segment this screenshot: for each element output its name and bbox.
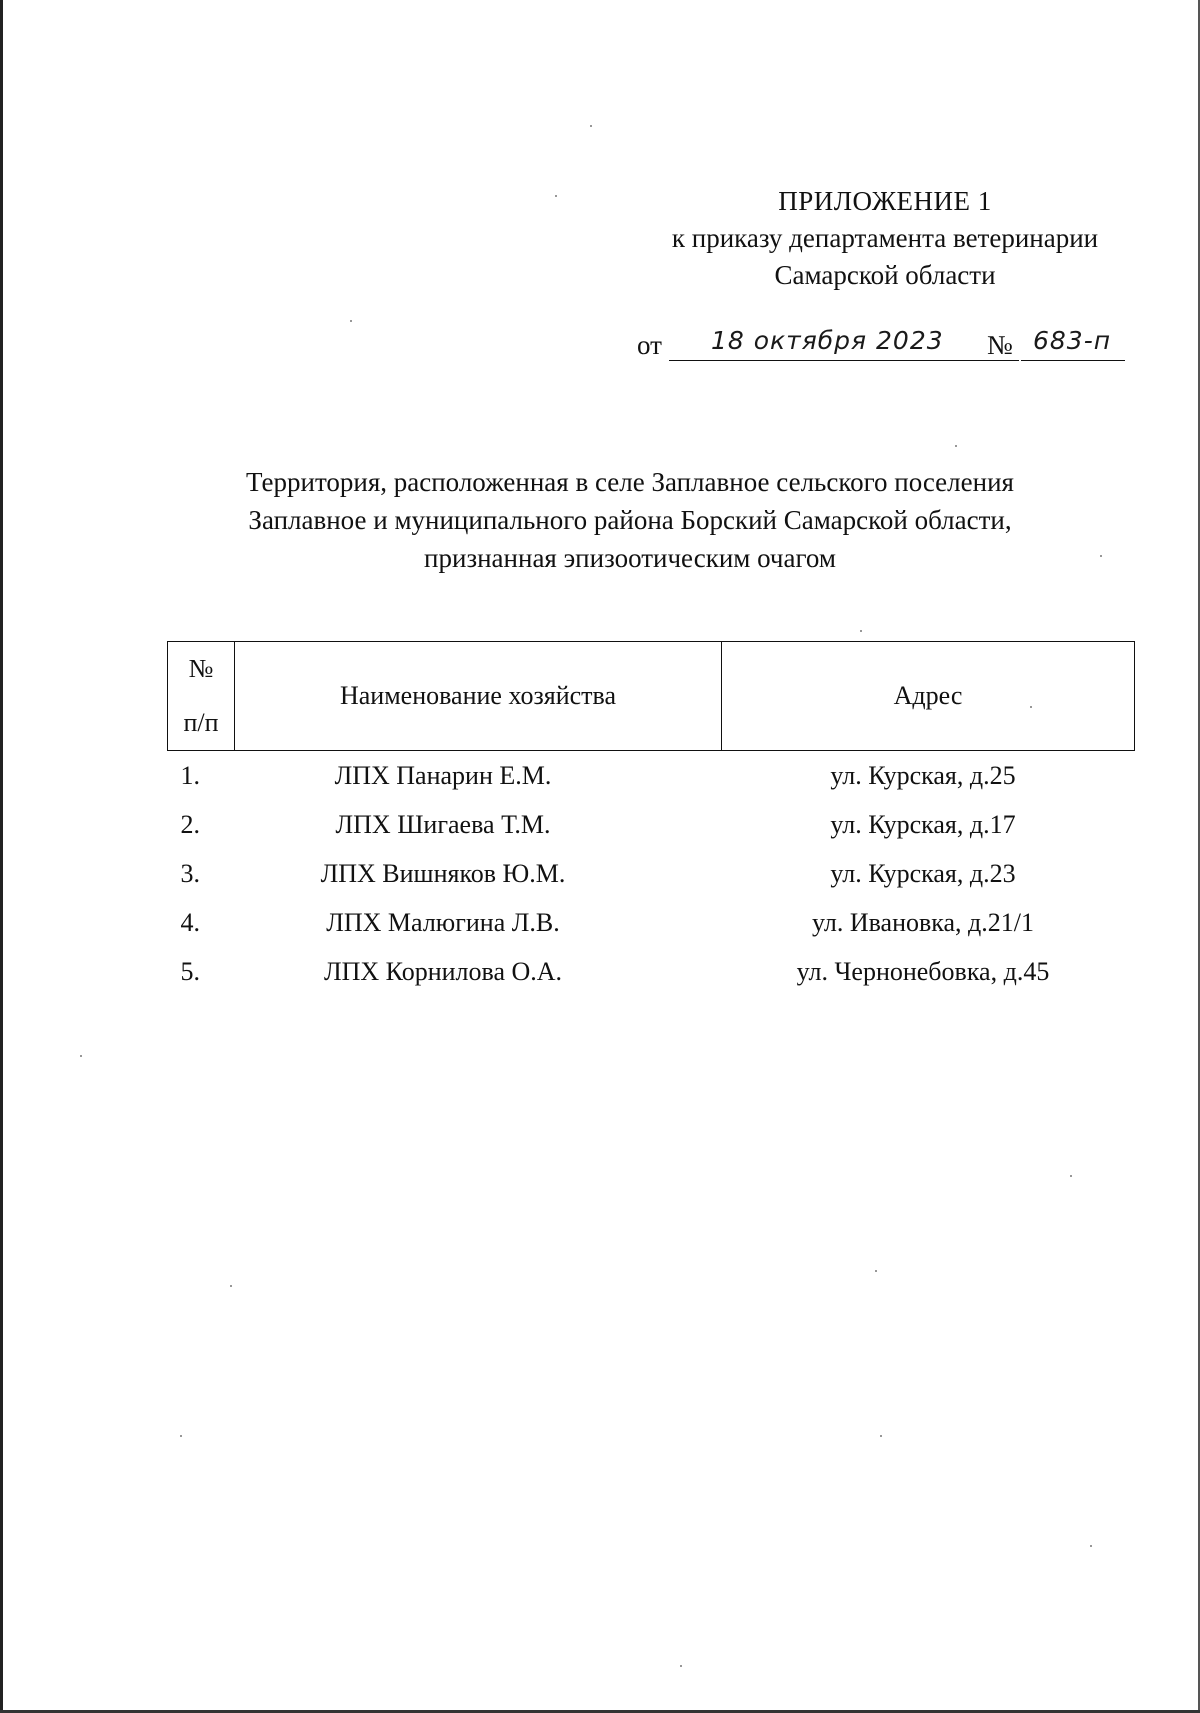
header-number-symbol: № — [188, 654, 214, 683]
row-farm-name: ЛПХ Панарин Е.М. — [334, 760, 552, 790]
table-row — [168, 849, 1135, 898]
table-row — [168, 800, 1135, 849]
row-number: 2. — [180, 809, 200, 839]
header-farm-name: Наименование хозяйства — [235, 642, 722, 751]
heading-line-2: Заплавное и муниципального района Борский Самарской области, — [248, 505, 1012, 535]
scan-speck — [1070, 1175, 1072, 1177]
scan-speck — [860, 630, 862, 632]
scan-speck — [350, 320, 352, 322]
heading-line-1: Территория, расположенная в селе Заплавное сельского поселения — [246, 467, 1014, 497]
table-row — [168, 751, 1135, 801]
from-label: от — [637, 330, 662, 360]
appendix-title: ПРИЛОЖЕНИЕ 1 — [778, 186, 992, 216]
row-number: 3. — [180, 858, 200, 888]
scan-speck — [875, 1270, 877, 1272]
scan-speck — [680, 1665, 682, 1667]
scan-speck — [1100, 555, 1102, 557]
scan-speck — [955, 445, 957, 447]
appendix-region: Самарской области — [774, 260, 996, 290]
scan-speck — [180, 1435, 182, 1437]
row-address: ул. Чернонебовка, д.45 — [796, 956, 1050, 986]
scan-speck — [1090, 1545, 1092, 1547]
row-address: ул. Курская, д.23 — [830, 858, 1016, 888]
row-address: ул. Курская, д.25 — [830, 760, 1016, 790]
handwritten-date: 18 октября 2023 — [711, 326, 944, 355]
row-number: 5. — [180, 956, 200, 986]
table-header-row — [168, 642, 1135, 751]
row-farm-name: ЛПХ Малюгина Л.В. — [326, 907, 560, 937]
header-number — [168, 642, 235, 751]
scan-speck — [230, 1285, 232, 1287]
row-address: ул. Ивановка, д.21/1 — [811, 907, 1034, 937]
order-date-field — [669, 326, 1019, 361]
row-farm-name: ЛПХ Вишняков Ю.М. — [320, 858, 566, 888]
heading-line-3: признанная эпизоотическим очагом — [424, 543, 836, 573]
number-label: № — [987, 330, 1013, 360]
document-heading — [150, 463, 1110, 577]
table-row — [168, 898, 1135, 947]
appendix-order-reference: к приказу департамента ветеринарии — [671, 223, 1099, 253]
farms-table — [167, 641, 1135, 996]
row-address: ул. Курская, д.17 — [830, 809, 1016, 839]
row-number: 1. — [180, 760, 200, 790]
appendix-block — [640, 183, 1130, 294]
order-date-number-line — [637, 326, 1127, 366]
row-farm-name: ЛПХ Шигаева Т.М. — [335, 809, 551, 839]
scan-edge-left — [0, 0, 3, 1713]
order-number-field — [1021, 326, 1125, 361]
scan-speck — [555, 195, 557, 197]
handwritten-number: 683-п — [1033, 326, 1112, 355]
scan-speck — [1030, 706, 1032, 708]
header-number-pp: п/п — [183, 708, 219, 737]
header-address: Адрес — [722, 642, 1135, 751]
table-row — [168, 947, 1135, 996]
scan-speck — [590, 125, 592, 127]
scan-speck — [880, 1435, 882, 1437]
scan-speck — [80, 1055, 82, 1057]
row-farm-name: ЛПХ Корнилова О.А. — [323, 956, 563, 986]
row-number: 4. — [180, 907, 200, 937]
